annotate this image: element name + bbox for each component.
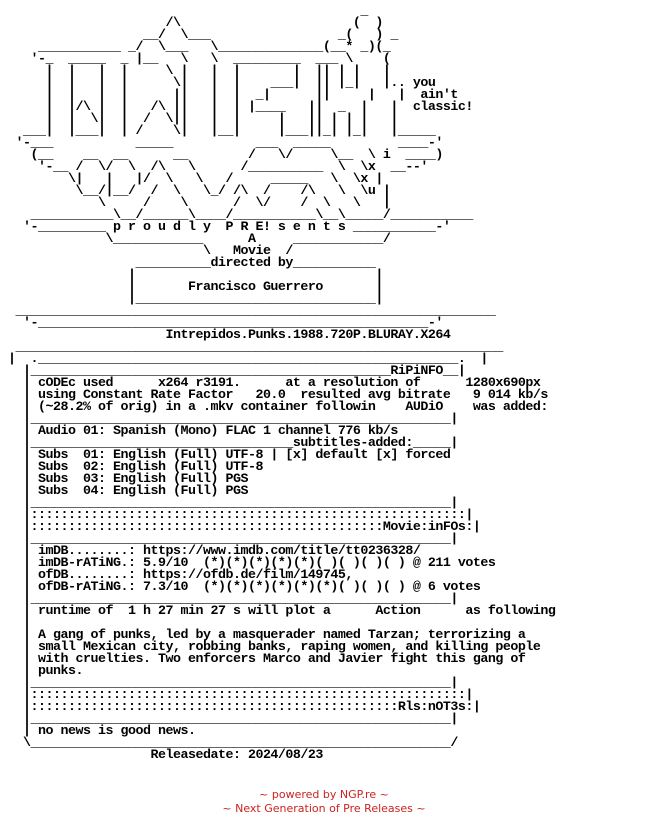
nfo-line: |________________________________| [8, 292, 383, 307]
nfo-line: __________directed by___________ [8, 256, 376, 271]
nfo-line: \____________ A ____________/ [8, 232, 391, 247]
nfo-line: | | | | \ | | | | || | | | [8, 64, 391, 79]
nfo-line: | runtime of 1 h 27 min 27 s will plot a Action as following [8, 604, 556, 619]
nfo-line: |::::::::::::::::::::::::::::::::::::::::::::::::::::::::::| [8, 688, 473, 703]
nfo-line: __/ \___ _( ) _ [8, 28, 398, 43]
nfo-line: |________________________________________________________| [8, 676, 458, 691]
nfo-line: |___________________________________subtitles-added:_____| [8, 436, 458, 451]
nfo-line: '-____________________________________________________-' [8, 316, 443, 331]
nfo-line: _________________________________________________________________ [8, 340, 503, 355]
nfo-line: | |/\ | | /\ || | | |____ || _ | | classic! [8, 100, 473, 115]
nfo-line: | small Mexican city, robbing banks, raping women, and killing people [8, 640, 541, 655]
nfo-line: \________________________________________________________/ [8, 736, 458, 751]
nfo-line: | using Constant Rate Factor 20.0 resulted avg bitrate 9 014 kb/s [8, 388, 548, 403]
nfo-line: | | | | \| | | ___| || |_| |.. you [8, 76, 436, 91]
nfo-line: '-_ _____ _ |__ \ \ _________ ___ \ ( [8, 52, 391, 67]
nfo-line: ___________ _/ \___ \______________(__* _)(_ [8, 40, 391, 55]
nfo-line: | imDB-rATiNG.: 5.9/10 (*)(*)(*)(*)(*)( )( )( )( ) @ 211 votes [8, 556, 496, 571]
nfo-line: | Francisco Guerrero | [8, 280, 383, 295]
nfo-line: | ofDB........: https://ofdb.de/film/149745, [8, 568, 353, 583]
nfo-line: |________________________________________________________| [8, 412, 458, 427]
nfo-line: \ Movie / [8, 244, 293, 259]
nfo-line: Releasedate: 2024/08/23 [8, 748, 323, 763]
nfo-line: ___| |___| | / \| |__| |___||_| |_| |_____ [8, 124, 436, 139]
nfo-line: | Audio 01: Spanish (Mono) FLAC 1 channel 776 kb/s [8, 424, 398, 439]
nfo-line: \| | |/ \ \ / _____ \ \x | [8, 172, 383, 187]
nfo-line: | .________________________________________________________. | [8, 352, 488, 367]
nfo-line: '-__ / \/ \ /\ \ /__________ \ \x __--' [8, 160, 428, 175]
nfo-line: \ / \ / \/ / \ \ | [8, 196, 391, 211]
nfo-line: |________________________________________________________| [8, 592, 458, 607]
nfo-line: | ofDB-rATiNG.: 7.3/10 (*)(*)(*)(*)(*)(*)( )( )( ) @ 6 votes [8, 580, 481, 595]
nfo-line: | | [8, 268, 383, 283]
nfo-line: |________________________________________________RiPiNFO__| [8, 364, 466, 379]
nfo-text-block [8, 6, 555, 762]
nfo-line: | Subs 01: English (Full) UTF-8 | [x] default [x] forced [8, 448, 451, 463]
nfo-line: Intrepidos.Punks.1988.720P.BLURAY.X264 [8, 328, 451, 343]
nfo-line: \__/|__/ / \ \_/ /\ / /\ \ \u | [8, 184, 391, 199]
nfo-line: | no news is good news. [8, 724, 196, 739]
nfo-line: (__ __ __ __ / \/ \__ \ i ____) [8, 148, 443, 163]
nfo-line: |::::::::::::::::::::::::::::::::::::::::::::::::::::::::::| [8, 508, 473, 523]
nfo-line: | with cruelties. Two enforcers Marco and Javier fight this gang of [8, 652, 526, 667]
nfo-line: _ [8, 4, 368, 19]
powered-by-link[interactable]: ~ powered by NGP.re ~ [259, 788, 389, 801]
nfo-line: | imDB........: https://www.imdb.com/title/tt0236328/ [8, 544, 421, 559]
nfo-line: '-___ _____ ___ _____ ____-' [8, 136, 443, 151]
nfo-line: | cODEc used x264 r3191. at a resolution of 1280x690px [8, 376, 541, 391]
nfo-line: | | | | || | | _| || | | ain't [8, 88, 458, 103]
nfo-line: | (~28.2% of orig) in a .mkv container followin AUDiO was added: [8, 400, 548, 415]
nfo-line: | A gang of punks, led by a masquerader named Tarzan; terrorizing a [8, 628, 526, 643]
nfo-line: | Subs 02: English (Full) UTF-8 [8, 460, 263, 475]
nfo-line: ________________________________________________________________ [8, 304, 496, 319]
footer [0, 788, 648, 816]
nfo-line: '-_________ p r o u d l y P R E! s e n t s ___________-' [8, 220, 451, 235]
nfo-line: |:::::::::::::::::::::::::::::::::::::::::::::::::Rls:nOT3s:| [8, 700, 481, 715]
nfo-line: | | \| | / \|| | | | || | | | | [8, 112, 398, 127]
nfo-line: | Subs 03: English (Full) PGS [8, 472, 248, 487]
nfo-line: |:::::::::::::::::::::::::::::::::::::::::::::::Movie:inFOs:| [8, 520, 481, 535]
next-generation-link[interactable]: ~ Next Generation of Pre Releases ~ [222, 802, 426, 815]
nfo-line: ___________\__/______\____/___________\__\_____/___________ [8, 208, 473, 223]
nfo-line: |________________________________________________________| [8, 532, 458, 547]
nfo-line: | punks. [8, 664, 83, 679]
nfo-line: | Subs 04: English (Full) PGS [8, 484, 248, 499]
nfo-line: |________________________________________________________| [8, 712, 458, 727]
nfo-line: /\ ( ) [8, 16, 383, 31]
nfo-line: | [8, 616, 31, 631]
nfo-line: |________________________________________________________| [8, 496, 458, 511]
